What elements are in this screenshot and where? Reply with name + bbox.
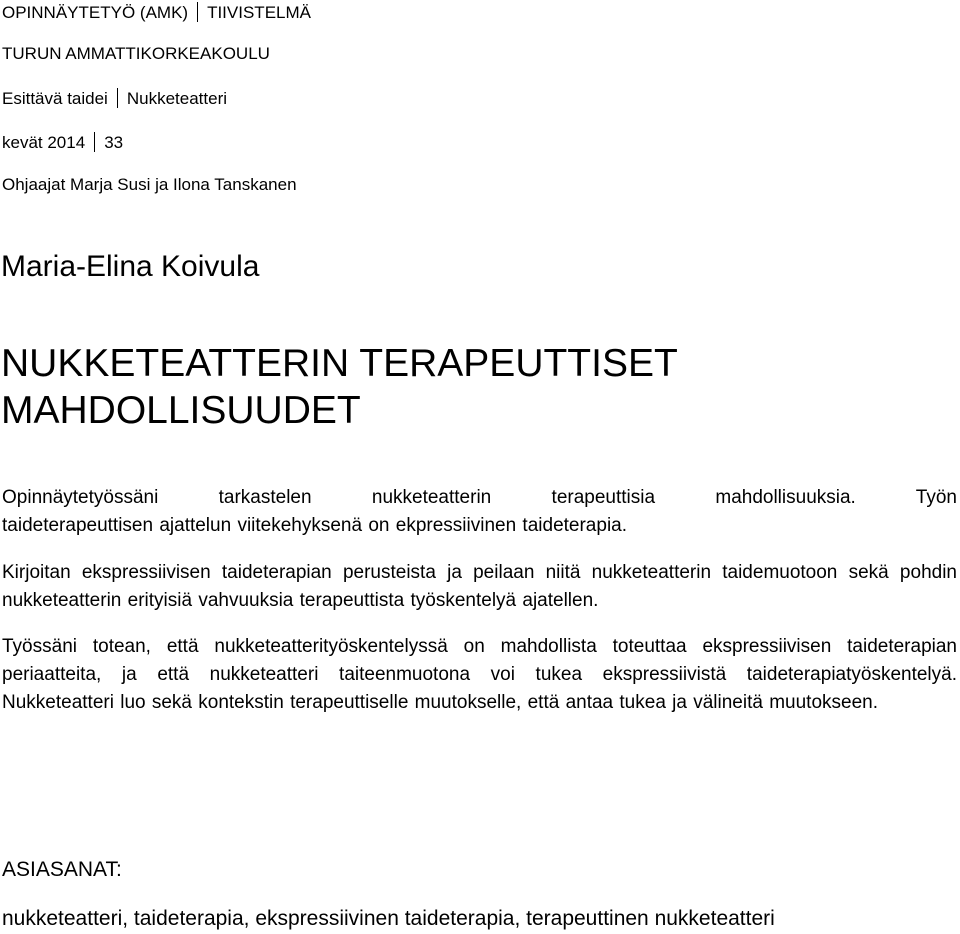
abstract-paragraph-3: Työssäni totean, että nukketeatterityöskentelyssä on mahdollista toteuttaa ekspressiivisen taideterapian periaatteita, ja että nukketeatteri taiteenmuotona voi tukea ekspressiivistä taideterapiatyöskentelyä. Nukketeatteri luo sekä kontekstin terapeuttiselle muutokselle, että antaa tukea ja välineitä muutokseen. [2,636,957,713]
degree: Esittävä taidei [2,89,108,108]
doc-type-line [2,2,311,23]
supervisors: Ohjaajat Marja Susi ja Ilona Tanskanen [2,175,297,194]
paragraph-1-line-1: Opinnäytetyössäni tarkastelen nukketeatterin terapeuttisia mahdollisuuksia. Työn [2,487,957,508]
paragraph-1-line-2: taideterapeuttisen ajattelun viitekehyksenä on ekpressiivinen taideterapia. [2,515,628,536]
doc-type-2: TIIVISTELMÄ [207,3,311,22]
term-line [2,132,123,153]
doc-type: OPINNÄYTETYÖ (AMK) [2,3,189,22]
title-line-2: MAHDOLLISUUDET [1,389,361,432]
separator [197,2,198,22]
school-name: TURUN AMMATTIKORKEAKOULU [2,44,270,63]
separator [117,88,118,108]
specialization: Nukketeatteri [126,89,228,108]
title-line-1: NUKKETEATTERIN TERAPEUTTISET [1,342,678,385]
page-count: 33 [104,133,124,152]
thesis-title [1,340,678,434]
keywords-label: ASIASANAT: [2,858,122,881]
degree-line [2,88,227,109]
author-name: Maria-Elina Koivula [1,250,260,283]
keywords-list: nukketeatteri, taideterapia, ekspressiivinen taideterapia, terapeuttinen nukketeatteri [2,907,775,930]
abstract-paragraph-1 [2,484,957,540]
separator [94,132,95,152]
abstract-paragraph-2: Kirjoitan ekspressiivisen taideterapian perusteista ja peilaan niitä nukketeatterin taidemuotoon sekä pohdin nukketeatterin erityisiä vahvuuksia terapeuttista työskentelyä ajatellen. [2,562,957,611]
term: kevät 2014 [2,133,86,152]
